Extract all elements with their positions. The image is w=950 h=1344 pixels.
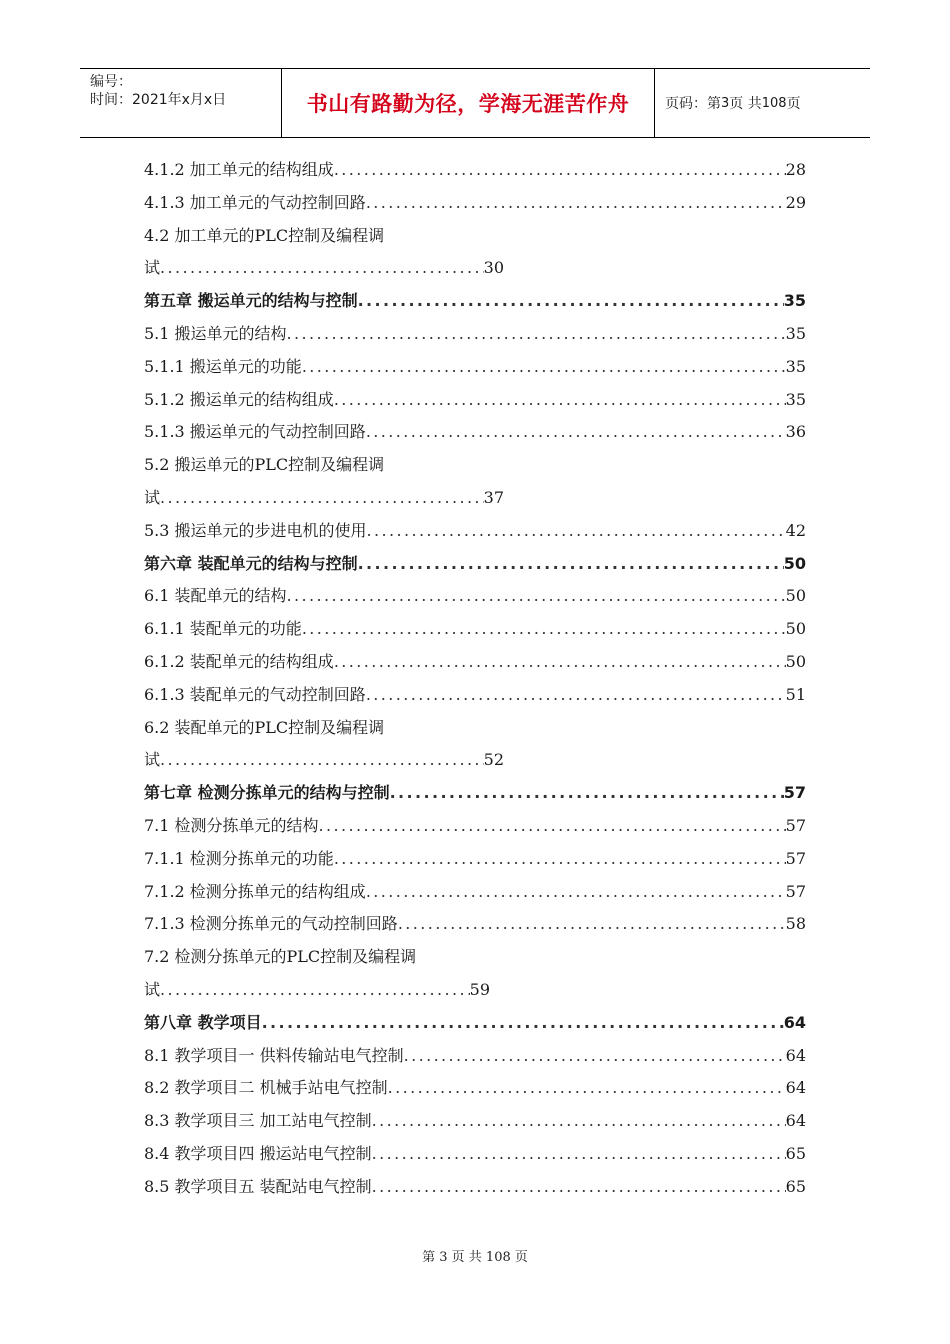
toc-dot-leader bbox=[334, 384, 786, 417]
toc-entry-label: 7.1 检测分拣单元的结构 bbox=[144, 815, 319, 835]
toc-dot-leader bbox=[366, 416, 786, 449]
toc-dot-leader bbox=[334, 154, 786, 187]
toc-entry-page: 37 bbox=[483, 487, 504, 507]
toc-dot-leader bbox=[262, 1007, 784, 1040]
toc-dot-leader bbox=[302, 613, 786, 646]
toc-chapter-row[interactable] bbox=[144, 1007, 806, 1040]
toc-entry-label: 6.1.3 装配单元的气动控制回路 bbox=[144, 684, 366, 704]
toc-entry-page: 50 bbox=[785, 651, 806, 671]
toc-entry-row[interactable] bbox=[144, 482, 504, 515]
toc-entry-row[interactable] bbox=[144, 974, 490, 1007]
toc-entry-row[interactable] bbox=[144, 351, 806, 384]
page-suffix: 页 bbox=[786, 96, 801, 112]
toc-entry-label: 7.1.2 检测分拣单元的结构组成 bbox=[144, 881, 366, 901]
toc-entry-page: 36 bbox=[785, 422, 806, 442]
header-left-cell bbox=[80, 69, 282, 137]
toc-entry-label: 8.2 教学项目二 机械手站电气控制 bbox=[144, 1078, 388, 1098]
toc-entry-row[interactable] bbox=[144, 712, 806, 745]
toc-entry-label: 4.1.3 加工单元的气动控制回路 bbox=[144, 192, 366, 212]
toc-entry-page: 42 bbox=[785, 520, 806, 540]
toc-entry-page: 64 bbox=[785, 1045, 806, 1065]
toc-entry-label: 试 bbox=[144, 979, 161, 999]
toc-dot-leader bbox=[366, 187, 786, 220]
toc-entry-label: 5.1 搬运单元的结构 bbox=[144, 323, 287, 343]
toc-entry-label: 5.1.2 搬运单元的结构组成 bbox=[144, 389, 334, 409]
toc-entry-row[interactable] bbox=[144, 1138, 806, 1171]
toc-entry-row[interactable] bbox=[144, 613, 806, 646]
toc-entry-page: 65 bbox=[785, 1143, 806, 1163]
toc-chapter-row[interactable] bbox=[144, 548, 806, 581]
toc-entry-row[interactable] bbox=[144, 843, 806, 876]
toc-entry-label: 第七章 检测分拣单元的结构与控制 bbox=[144, 783, 390, 803]
toc-dot-leader bbox=[302, 351, 786, 384]
page-total: 108 bbox=[761, 95, 787, 111]
toc-entry-page: 57 bbox=[785, 815, 806, 835]
toc-entry-row[interactable] bbox=[144, 646, 806, 679]
toc-entry-row[interactable] bbox=[144, 908, 806, 941]
header-page-info bbox=[655, 69, 870, 137]
toc-entry-label: 8.3 教学项目三 加工站电气控制 bbox=[144, 1111, 372, 1131]
toc-entry-row[interactable] bbox=[144, 810, 806, 843]
toc-dot-leader bbox=[416, 941, 806, 974]
toc-dot-leader bbox=[384, 449, 806, 482]
toc-entry-row[interactable] bbox=[144, 220, 806, 253]
toc-dot-leader bbox=[398, 908, 786, 941]
page-mid: 页 共 bbox=[729, 96, 762, 112]
page-prefix: 页码：第 bbox=[665, 96, 721, 112]
toc-entry-page: 35 bbox=[785, 323, 806, 343]
toc-dot-leader bbox=[358, 548, 784, 581]
toc-entry-label: 6.1.2 装配单元的结构组成 bbox=[144, 651, 334, 671]
toc-entry-page: 59 bbox=[469, 979, 490, 999]
toc-entry-page: 64 bbox=[785, 1078, 806, 1098]
toc-entry-label: 8.1 教学项目一 供料传输站电气控制 bbox=[144, 1045, 404, 1065]
page-footer: 第 3 页 共 108 页 bbox=[422, 1250, 528, 1265]
toc-entry-page: 50 bbox=[783, 553, 806, 573]
toc-entry-page: 35 bbox=[785, 356, 806, 376]
toc-entry-row[interactable] bbox=[144, 318, 806, 351]
toc-entry-label: 第八章 教学项目 bbox=[144, 1012, 262, 1032]
toc-entry-label: 第六章 装配单元的结构与控制 bbox=[144, 553, 358, 573]
document-time-label: 时间：2021年x月x日 bbox=[90, 92, 227, 108]
toc-dot-leader bbox=[388, 1072, 786, 1105]
toc-entry-row[interactable] bbox=[144, 941, 806, 974]
toc-dot-leader bbox=[287, 318, 786, 351]
toc-dot-leader bbox=[319, 810, 786, 843]
page-header bbox=[80, 68, 870, 138]
toc-entry-label: 7.1.3 检测分拣单元的气动控制回路 bbox=[144, 914, 398, 934]
toc-entry-label: 6.1.1 装配单元的功能 bbox=[144, 619, 302, 639]
toc-entry-row[interactable] bbox=[144, 1105, 806, 1138]
toc-entry-row[interactable] bbox=[144, 1072, 806, 1105]
toc-chapter-row[interactable] bbox=[144, 777, 806, 810]
toc-entry-row[interactable] bbox=[144, 580, 806, 613]
toc-entry-page: 35 bbox=[785, 389, 806, 409]
toc-dot-leader bbox=[358, 285, 784, 318]
toc-entry-page: 57 bbox=[783, 783, 806, 803]
toc-dot-leader bbox=[334, 843, 786, 876]
toc-dot-leader bbox=[366, 679, 786, 712]
toc-entry-row[interactable] bbox=[144, 416, 806, 449]
toc-dot-leader bbox=[334, 646, 786, 679]
toc-dot-leader bbox=[160, 974, 470, 1007]
toc-entry-row[interactable] bbox=[144, 1040, 806, 1073]
toc-entry-label: 试 bbox=[144, 258, 161, 278]
toc-entry-page: 58 bbox=[785, 914, 806, 934]
toc-entry-label: 第五章 搬运单元的结构与控制 bbox=[144, 291, 358, 311]
toc-entry-page: 57 bbox=[785, 881, 806, 901]
toc-entry-row[interactable] bbox=[144, 744, 504, 777]
toc-dot-leader bbox=[372, 1171, 786, 1204]
toc-dot-leader bbox=[404, 1040, 786, 1073]
toc-entry-row[interactable] bbox=[144, 449, 806, 482]
toc-entry-label: 5.2 搬运单元的PLC控制及编程调 bbox=[144, 455, 385, 475]
toc-entry-row[interactable] bbox=[144, 876, 806, 909]
document-number-label: 编号： bbox=[90, 74, 132, 90]
toc-entry-row[interactable] bbox=[144, 1171, 806, 1204]
toc-entry-label: 6.2 装配单元的PLC控制及编程调 bbox=[144, 717, 385, 737]
toc-entry-page: 64 bbox=[783, 1012, 806, 1032]
toc-entry-page: 35 bbox=[783, 291, 806, 311]
table-of-contents bbox=[144, 154, 806, 1204]
toc-entry-label: 5.1.1 搬运单元的功能 bbox=[144, 356, 302, 376]
toc-entry-label: 4.2 加工单元的PLC控制及编程调 bbox=[144, 225, 385, 245]
toc-dot-leader bbox=[366, 876, 786, 909]
toc-entry-page: 50 bbox=[785, 619, 806, 639]
toc-dot-leader bbox=[372, 1138, 786, 1171]
toc-entry-label: 5.3 搬运单元的步进电机的使用 bbox=[144, 520, 367, 540]
toc-dot-leader bbox=[372, 1105, 786, 1138]
toc-entry-label: 6.1 装配单元的结构 bbox=[144, 586, 287, 606]
toc-entry-page: 50 bbox=[785, 586, 806, 606]
toc-entry-page: 52 bbox=[483, 750, 504, 770]
header-motto: 书山有路勤为径，学海无涯苦作舟 bbox=[282, 69, 655, 137]
toc-dot-leader bbox=[384, 712, 806, 745]
toc-entry-row[interactable] bbox=[144, 187, 806, 220]
toc-dot-leader bbox=[390, 777, 784, 810]
toc-entry-page: 28 bbox=[785, 160, 806, 179]
toc-entry-label: 5.1.3 搬运单元的气动控制回路 bbox=[144, 422, 366, 442]
toc-dot-leader bbox=[367, 515, 786, 548]
toc-dot-leader bbox=[160, 482, 484, 515]
toc-entry-label: 8.4 教学项目四 搬运站电气控制 bbox=[144, 1143, 372, 1163]
toc-chapter-row[interactable] bbox=[144, 285, 806, 318]
toc-entry-label: 试 bbox=[144, 750, 161, 770]
toc-entry-label: 7.1.1 检测分拣单元的功能 bbox=[144, 848, 334, 868]
toc-dot-leader bbox=[287, 580, 786, 613]
toc-entry-page: 51 bbox=[785, 684, 806, 704]
toc-dot-leader bbox=[160, 252, 484, 285]
toc-entry-label: 4.1.2 加工单元的结构组成 bbox=[144, 160, 334, 179]
toc-entry-page: 29 bbox=[785, 192, 806, 212]
toc-dot-leader bbox=[160, 744, 484, 777]
toc-entry-page: 65 bbox=[785, 1176, 806, 1196]
toc-entry-row[interactable] bbox=[144, 384, 806, 417]
page-current: 3 bbox=[721, 95, 730, 111]
toc-entry-row[interactable] bbox=[144, 679, 806, 712]
toc-dot-leader bbox=[384, 220, 806, 253]
toc-entry-label: 8.5 教学项目五 装配站电气控制 bbox=[144, 1176, 372, 1196]
toc-entry-row[interactable] bbox=[144, 154, 806, 187]
toc-entry-label: 7.2 检测分拣单元的PLC控制及编程调 bbox=[144, 947, 417, 967]
toc-entry-row[interactable] bbox=[144, 515, 806, 548]
toc-entry-page: 57 bbox=[785, 848, 806, 868]
toc-entry-label: 试 bbox=[144, 487, 161, 507]
toc-entry-page: 64 bbox=[785, 1111, 806, 1131]
toc-entry-page: 30 bbox=[483, 258, 504, 278]
toc-entry-row[interactable] bbox=[144, 252, 504, 285]
